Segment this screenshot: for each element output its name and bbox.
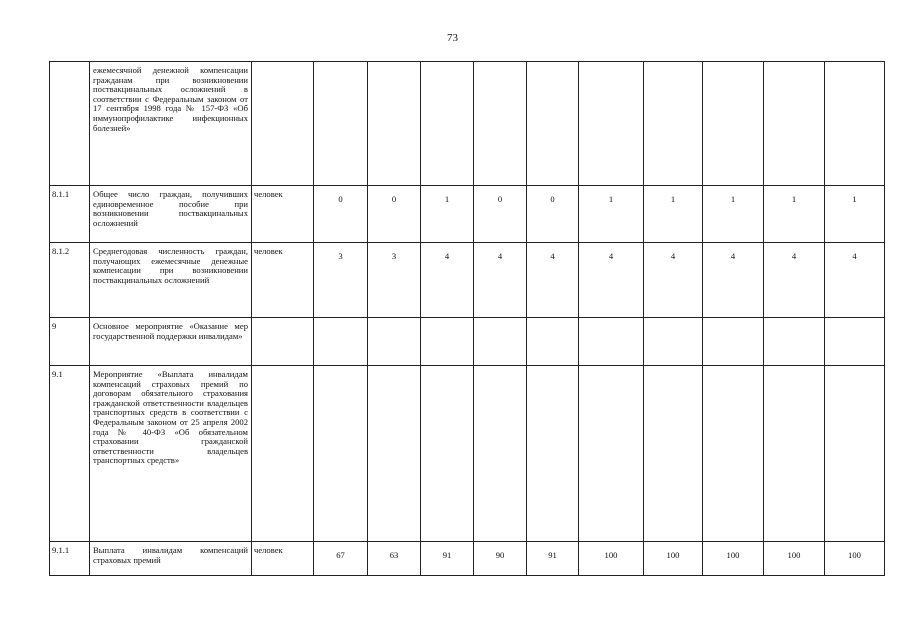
value-cell bbox=[527, 62, 579, 186]
value-cell: 1 bbox=[579, 186, 644, 243]
unit-cell: человек bbox=[252, 186, 314, 243]
table-row bbox=[50, 542, 885, 576]
value-cell bbox=[314, 318, 368, 366]
value-cell bbox=[314, 366, 368, 542]
value-cell: 4 bbox=[644, 243, 703, 318]
row-number: 9.1.1 bbox=[50, 542, 90, 576]
indicator-name: ежемесячной денежной компенсации гражданам при возникновении поствакцинальных осложнений в соответствии с Федеральным законом от 17 сентября 1998 года № 157-ФЗ «Об иммунопрофилактике инфекционных болезней» bbox=[90, 62, 252, 186]
value-cell: 4 bbox=[527, 243, 579, 318]
value-cell bbox=[764, 366, 825, 542]
value-cell: 3 bbox=[368, 243, 421, 318]
value-cell: 4 bbox=[421, 243, 474, 318]
value-cell: 100 bbox=[703, 542, 764, 576]
value-cell: 4 bbox=[579, 243, 644, 318]
value-cell: 1 bbox=[764, 186, 825, 243]
row-number bbox=[50, 62, 90, 186]
unit-cell: человек bbox=[252, 542, 314, 576]
value-cell bbox=[579, 62, 644, 186]
value-cell bbox=[421, 62, 474, 186]
indicator-name: Основное мероприятие «Оказание мер государственной поддержки инвалидам» bbox=[90, 318, 252, 366]
value-cell: 67 bbox=[314, 542, 368, 576]
row-number: 9 bbox=[50, 318, 90, 366]
row-number: 8.1.1 bbox=[50, 186, 90, 243]
value-cell: 4 bbox=[474, 243, 527, 318]
value-cell bbox=[368, 62, 421, 186]
value-cell: 4 bbox=[703, 243, 764, 318]
value-cell bbox=[527, 366, 579, 542]
unit-cell bbox=[252, 62, 314, 186]
value-cell bbox=[644, 366, 703, 542]
unit-cell bbox=[252, 318, 314, 366]
value-cell bbox=[368, 366, 421, 542]
value-cell: 0 bbox=[314, 186, 368, 243]
value-cell bbox=[368, 318, 421, 366]
row-number: 9.1 bbox=[50, 366, 90, 542]
value-cell: 0 bbox=[368, 186, 421, 243]
value-cell bbox=[644, 318, 703, 366]
value-cell bbox=[474, 318, 527, 366]
value-cell bbox=[579, 318, 644, 366]
value-cell bbox=[474, 366, 527, 542]
value-cell: 100 bbox=[644, 542, 703, 576]
indicator-name: Мероприятие «Выплата инвалидам компенсаций страховых премий по договорам обязательного страхования гражданской ответственности владельцев транспортных средств в соответствии с Федеральным законом от 25 апреля 2002 года № 40-ФЗ «Об обязательном страховании гражданской ответственности владельцев транспортных средств» bbox=[90, 366, 252, 542]
value-cell: 1 bbox=[421, 186, 474, 243]
table-body bbox=[50, 62, 885, 576]
value-cell bbox=[579, 366, 644, 542]
value-cell bbox=[825, 366, 885, 542]
value-cell bbox=[764, 318, 825, 366]
value-cell bbox=[703, 62, 764, 186]
value-cell bbox=[421, 318, 474, 366]
value-cell: 1 bbox=[825, 186, 885, 243]
value-cell bbox=[644, 62, 703, 186]
indicator-name: Среднегодовая численность граждан, получающих ежемесячные денежные компенсации при возникновении поствакцинальных осложнений bbox=[90, 243, 252, 318]
indicators-table bbox=[49, 61, 885, 576]
value-cell bbox=[474, 62, 527, 186]
table-row bbox=[50, 186, 885, 243]
value-cell: 4 bbox=[825, 243, 885, 318]
unit-cell: человек bbox=[252, 243, 314, 318]
indicator-name: Выплата инвалидам компенсаций страховых премий bbox=[90, 542, 252, 576]
value-cell: 1 bbox=[703, 186, 764, 243]
value-cell: 0 bbox=[474, 186, 527, 243]
value-cell: 100 bbox=[764, 542, 825, 576]
value-cell bbox=[703, 366, 764, 542]
value-cell bbox=[421, 366, 474, 542]
value-cell: 91 bbox=[527, 542, 579, 576]
value-cell: 63 bbox=[368, 542, 421, 576]
value-cell: 90 bbox=[474, 542, 527, 576]
value-cell: 1 bbox=[644, 186, 703, 243]
table-row bbox=[50, 243, 885, 318]
value-cell: 0 bbox=[527, 186, 579, 243]
value-cell bbox=[703, 318, 764, 366]
value-cell: 4 bbox=[764, 243, 825, 318]
value-cell bbox=[825, 62, 885, 186]
table-row bbox=[50, 366, 885, 542]
value-cell bbox=[314, 62, 368, 186]
table-row bbox=[50, 62, 885, 186]
value-cell bbox=[825, 318, 885, 366]
table-row bbox=[50, 318, 885, 366]
value-cell: 91 bbox=[421, 542, 474, 576]
page-number: 73 bbox=[447, 32, 458, 44]
value-cell: 100 bbox=[825, 542, 885, 576]
indicator-name: Общее число граждан, получивших единовременное пособие при возникновении поствакцинальных осложнений bbox=[90, 186, 252, 243]
value-cell bbox=[527, 318, 579, 366]
value-cell bbox=[764, 62, 825, 186]
value-cell: 100 bbox=[579, 542, 644, 576]
value-cell: 3 bbox=[314, 243, 368, 318]
row-number: 8.1.2 bbox=[50, 243, 90, 318]
unit-cell bbox=[252, 366, 314, 542]
